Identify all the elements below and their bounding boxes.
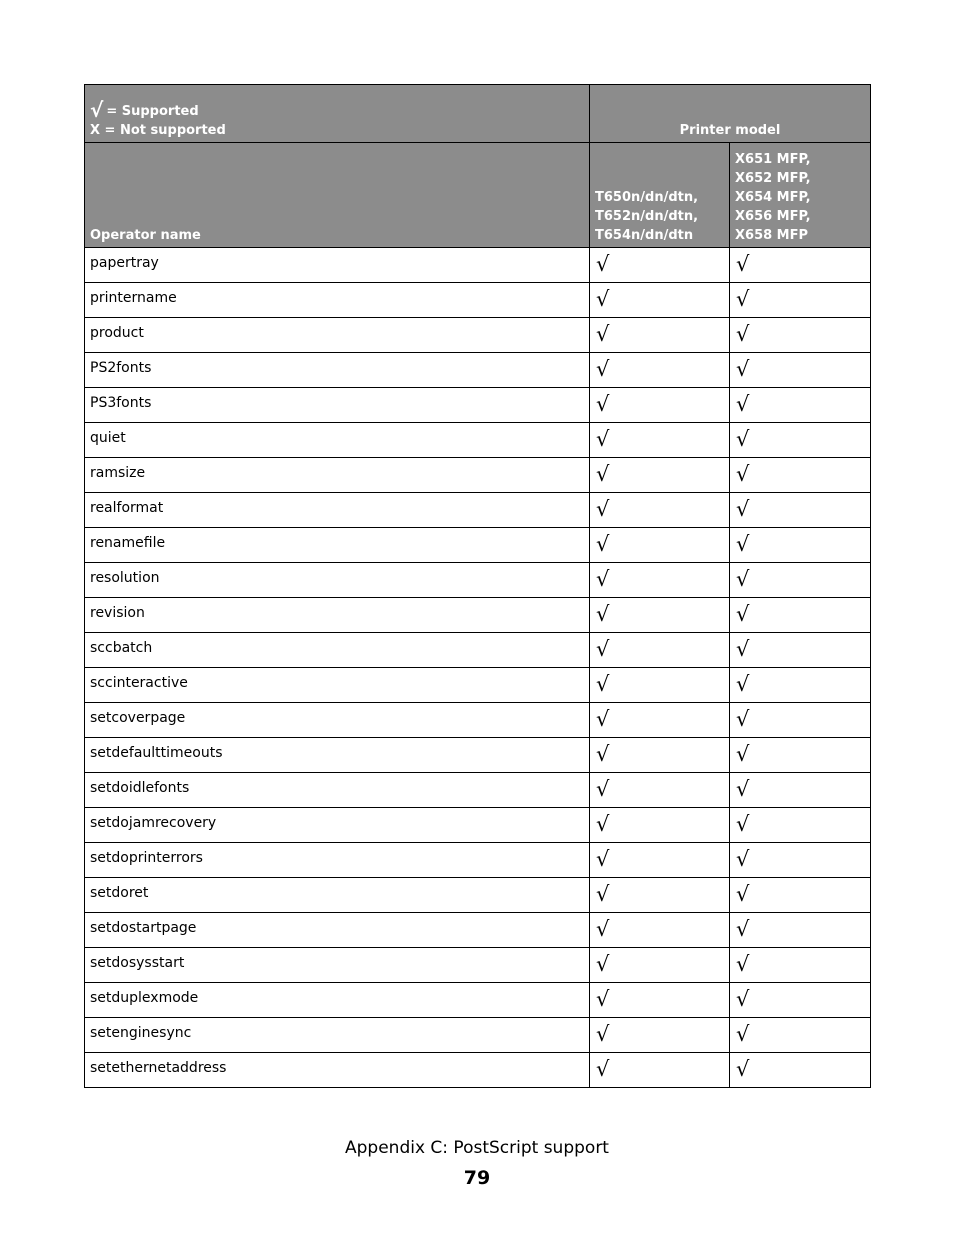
table-row — [85, 1053, 871, 1088]
legend-header-row — [85, 85, 871, 143]
operator-name-cell: setdojamrecovery — [85, 808, 590, 843]
table-row — [85, 738, 871, 773]
operator-name-cell: PS2fonts — [85, 353, 590, 388]
supported-check-icon: √ — [590, 318, 730, 353]
supported-check-icon: √ — [590, 983, 730, 1018]
operator-name-cell: setduplexmode — [85, 983, 590, 1018]
table-body — [85, 248, 871, 1088]
operator-name-cell: setethernetaddress — [85, 1053, 590, 1088]
table-row — [85, 668, 871, 703]
table-row — [85, 878, 871, 913]
supported-label: = Supported — [106, 104, 199, 119]
table-row — [85, 773, 871, 808]
operator-name-cell: product — [85, 318, 590, 353]
supported-check-icon: √ — [730, 283, 871, 318]
supported-check-icon: √ — [590, 913, 730, 948]
legend-cell — [85, 85, 590, 143]
operator-support-table — [84, 84, 871, 1088]
legend-not-supported: X = Not supported — [90, 123, 226, 138]
supported-check-icon: √ — [730, 983, 871, 1018]
model-t-header: T650n/dn/dtn, T652n/dn/dtn, T654n/dn/dtn — [590, 143, 730, 248]
operator-name-cell: sccbatch — [85, 633, 590, 668]
supported-check-icon: √ — [590, 423, 730, 458]
page-number: 79 — [463, 1167, 491, 1189]
legend-supported — [90, 100, 584, 121]
table-row — [85, 1018, 871, 1053]
operator-name-cell: ramsize — [85, 458, 590, 493]
operator-name-cell: setdosysstart — [85, 948, 590, 983]
operator-name-cell: setdoret — [85, 878, 590, 913]
supported-check-icon: √ — [730, 248, 871, 283]
check-icon: √ — [90, 98, 104, 122]
supported-check-icon: √ — [590, 283, 730, 318]
table-row — [85, 493, 871, 528]
table-row — [85, 598, 871, 633]
supported-check-icon: √ — [730, 843, 871, 878]
operator-name-cell: printername — [85, 283, 590, 318]
supported-check-icon: √ — [730, 318, 871, 353]
operator-name-cell: quiet — [85, 423, 590, 458]
supported-check-icon: √ — [590, 528, 730, 563]
supported-check-icon: √ — [590, 458, 730, 493]
supported-check-icon: √ — [590, 738, 730, 773]
footer-title: Appendix C: PostScript support — [345, 1138, 609, 1158]
supported-check-icon: √ — [730, 948, 871, 983]
supported-check-icon: √ — [590, 1018, 730, 1053]
operator-name-cell: PS3fonts — [85, 388, 590, 423]
supported-check-icon: √ — [590, 493, 730, 528]
supported-check-icon: √ — [730, 528, 871, 563]
supported-check-icon: √ — [730, 493, 871, 528]
operator-name-cell: renamefile — [85, 528, 590, 563]
supported-check-icon: √ — [590, 843, 730, 878]
table-row — [85, 983, 871, 1018]
operator-name-cell: setenginesync — [85, 1018, 590, 1053]
operator-name-cell: setdostartpage — [85, 913, 590, 948]
model-x-header: X651 MFP, X652 MFP, X654 MFP, X656 MFP, X658 MFP — [730, 143, 871, 248]
supported-check-icon: √ — [730, 388, 871, 423]
column-header-row — [85, 143, 871, 248]
table-row — [85, 633, 871, 668]
table-row — [85, 528, 871, 563]
supported-check-icon: √ — [590, 248, 730, 283]
supported-check-icon: √ — [730, 633, 871, 668]
supported-check-icon: √ — [590, 773, 730, 808]
table-row — [85, 563, 871, 598]
supported-check-icon: √ — [730, 563, 871, 598]
supported-check-icon: √ — [590, 878, 730, 913]
supported-check-icon: √ — [730, 808, 871, 843]
supported-check-icon: √ — [730, 878, 871, 913]
table-row — [85, 353, 871, 388]
supported-check-icon: √ — [730, 598, 871, 633]
operator-name-cell: realformat — [85, 493, 590, 528]
table-row — [85, 248, 871, 283]
supported-check-icon: √ — [590, 598, 730, 633]
operator-name-header: Operator name — [85, 143, 590, 248]
table-row — [85, 283, 871, 318]
table-row — [85, 703, 871, 738]
table-row — [85, 318, 871, 353]
operator-name-cell: papertray — [85, 248, 590, 283]
operator-name-cell: setcoverpage — [85, 703, 590, 738]
supported-check-icon: √ — [730, 668, 871, 703]
operator-name-cell: sccinteractive — [85, 668, 590, 703]
supported-check-icon: √ — [590, 703, 730, 738]
supported-check-icon: √ — [590, 808, 730, 843]
supported-check-icon: √ — [730, 353, 871, 388]
supported-check-icon: √ — [730, 1018, 871, 1053]
supported-check-icon: √ — [730, 913, 871, 948]
supported-check-icon: √ — [590, 668, 730, 703]
operator-name-cell: revision — [85, 598, 590, 633]
supported-check-icon: √ — [590, 1053, 730, 1088]
operator-name-cell: setdoidlefonts — [85, 773, 590, 808]
supported-check-icon: √ — [730, 703, 871, 738]
table-row — [85, 843, 871, 878]
operator-name-cell: setdoprinterrors — [85, 843, 590, 878]
supported-check-icon: √ — [730, 458, 871, 493]
table-row — [85, 808, 871, 843]
supported-check-icon: √ — [730, 1053, 871, 1088]
table-row — [85, 423, 871, 458]
operator-name-cell: resolution — [85, 563, 590, 598]
table-row — [85, 388, 871, 423]
supported-check-icon: √ — [590, 563, 730, 598]
supported-check-icon: √ — [590, 388, 730, 423]
table-row — [85, 948, 871, 983]
supported-check-icon: √ — [730, 773, 871, 808]
printer-model-header: Printer model — [590, 85, 871, 143]
supported-check-icon: √ — [590, 353, 730, 388]
operator-name-cell: setdefaulttimeouts — [85, 738, 590, 773]
supported-check-icon: √ — [590, 948, 730, 983]
table-row — [85, 458, 871, 493]
supported-check-icon: √ — [590, 633, 730, 668]
supported-check-icon: √ — [730, 738, 871, 773]
table-row — [85, 913, 871, 948]
supported-check-icon: √ — [730, 423, 871, 458]
